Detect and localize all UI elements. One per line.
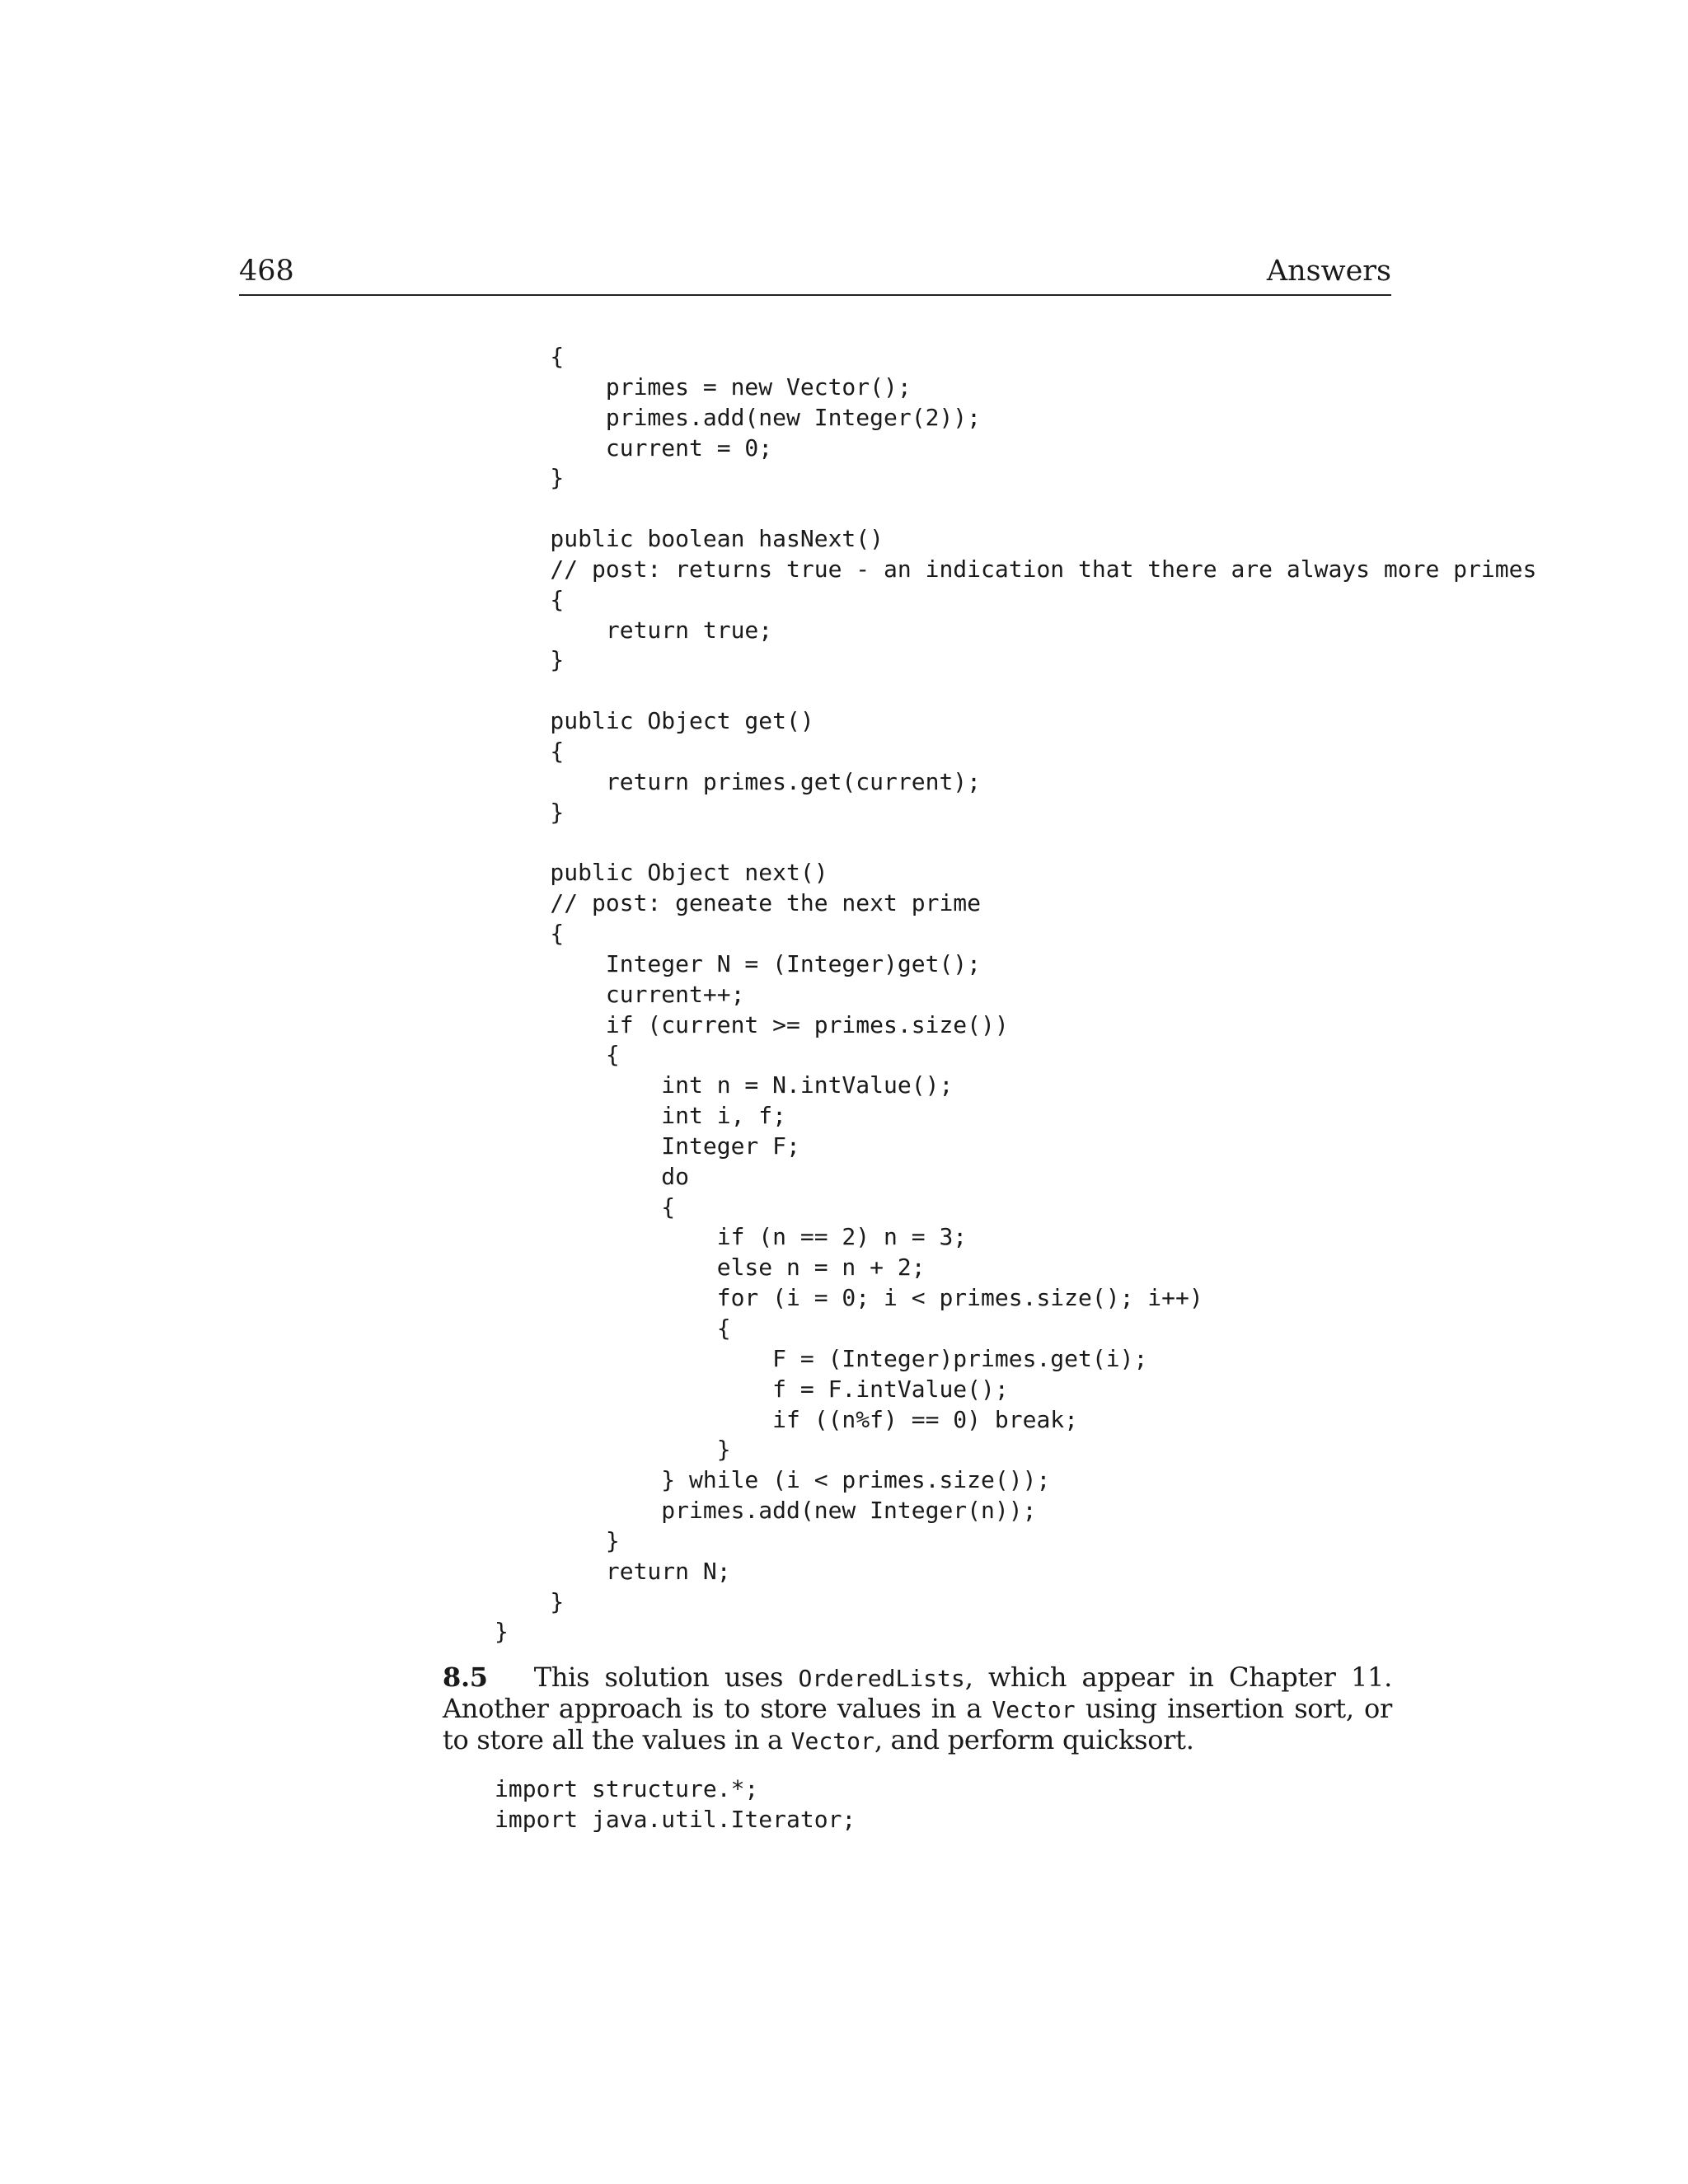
- inline-code: Vector: [790, 1727, 874, 1755]
- solution-text: using insertion sort, or to store all the values in a: [443, 1693, 1392, 1755]
- page-number: 468: [239, 255, 294, 288]
- inline-code: OrderedLists: [798, 1665, 965, 1692]
- section-title: Answers: [1266, 255, 1391, 288]
- problem-number: 8.5: [443, 1661, 488, 1693]
- solution-8-5: [443, 1662, 1392, 1756]
- solution-text: This solution uses: [533, 1661, 799, 1693]
- running-header: [239, 251, 1391, 296]
- solution-text: , and perform quicksort.: [874, 1724, 1194, 1755]
- code-listing: { primes = new Vector(); primes.add(new Integer(2)); current = 0; } public boolean hasNext() // post: returns true - an indication that there are always more primes { return true; } public Object get() { return primes.get(current); } public Object next() // post: geneate the next prime { Integer N = (Integer)get(); current++; if (current >= primes.size()) { int n = N.intValue(); int i, f; Integer F; do { if (n == 2) n = 3; else n = n + 2; for (i = 0; i < primes.size(); i++) { F = (Integer)primes.get(i); f = F.intValue(); if ((n%f) == 0) break; } } while (i < primes.size()); primes.add(new Integer(n)); } return N; } }: [495, 343, 1537, 1646]
- solution-text: , which appear in Chapter 11. Another approach is to store values in a: [443, 1661, 1392, 1724]
- import-listing: import structure.*; import java.util.Iterator;: [495, 1775, 856, 1833]
- inline-code: Vector: [992, 1696, 1076, 1723]
